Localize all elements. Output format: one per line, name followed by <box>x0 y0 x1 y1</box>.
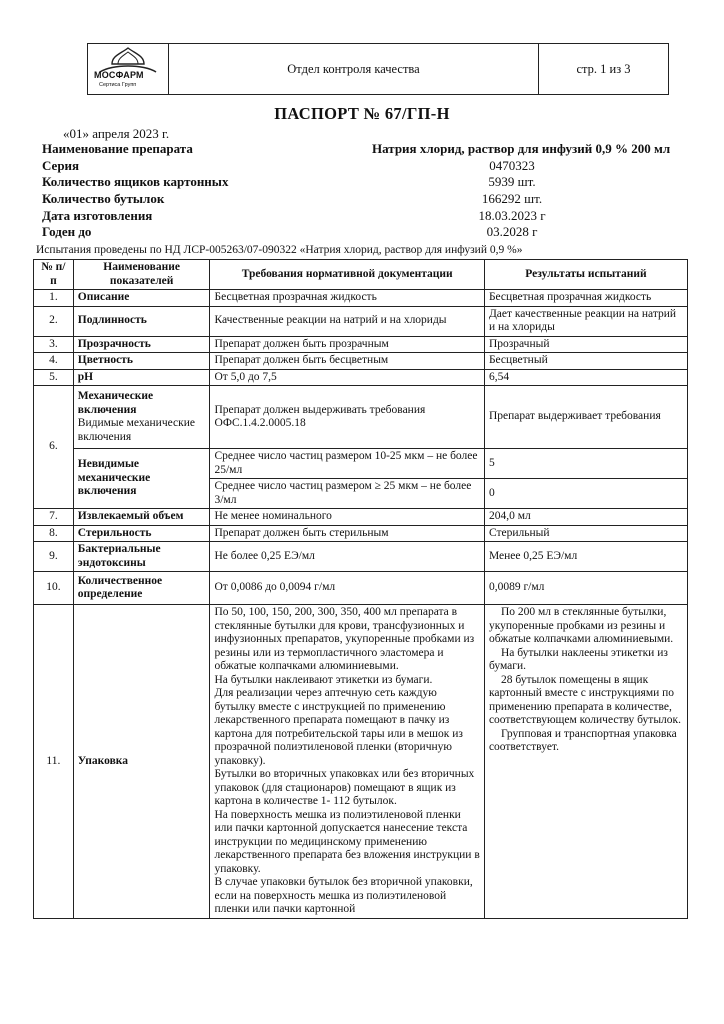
logo-text: МОСФАРМ <box>94 70 144 80</box>
indicator-name: Количественное определение <box>73 572 210 605</box>
indicator-subtitle: Невидимые механические включения <box>73 449 210 509</box>
column-header: Наименование показателей <box>73 260 210 290</box>
requirement: Препарат должен быть стерильным <box>210 525 484 542</box>
info-value: 18.03.2023 г <box>478 207 546 223</box>
info-row <box>42 207 682 224</box>
row-number: 1. <box>34 290 74 307</box>
result-paragraph: На бутылки наклеены этикетки из бумаги. <box>488 646 668 672</box>
column-header: Требования нормативной документации <box>210 260 484 290</box>
info-label: Серия <box>42 157 80 173</box>
requirement: Среднее число частиц размером ≥ 25 мкм – не более 3/мл <box>210 479 484 509</box>
table-row <box>34 542 688 572</box>
page-number: стр. 1 из 3 <box>576 61 631 76</box>
table-row <box>34 572 688 605</box>
requirement: Не более 0,25 ЕЭ/мл <box>210 542 484 572</box>
info-row <box>42 158 682 175</box>
indicator-name <box>73 386 210 449</box>
tests-note: Испытания проведены по НД ЛСР-005263/07-090322 «Натрия хлорид, раствор для инфузий 0,9 %» <box>36 244 523 256</box>
requirement: Препарат должен быть прозрачным <box>210 336 484 353</box>
result: Препарат выдерживает требования <box>484 386 687 449</box>
indicator-subtitle: Видимые механические включения <box>77 417 195 443</box>
result: 0,0089 г/мл <box>484 572 687 605</box>
info-label: Дата изготовления <box>42 207 153 223</box>
info-row <box>42 141 682 158</box>
table-row <box>34 386 688 449</box>
result: 0 <box>484 479 687 509</box>
indicator-name: Цветность <box>73 353 210 370</box>
column-header: Результаты испытаний <box>484 260 687 290</box>
document-header <box>87 43 669 95</box>
requirement-paragraph: В случае упаковки бутылок без вторичной упаковки, если на поверхность мешка из полиэтиленовой пленки или пачки картонной <box>214 876 473 915</box>
product-info <box>42 141 682 241</box>
row-number: 8. <box>34 525 74 542</box>
indicator-name: Бактериальные эндотоксины <box>73 542 210 572</box>
indicator-name: Упаковка <box>73 605 210 919</box>
requirement-paragraph: На поверхность мешка из полиэтиленовой пленки или пачки картонной допускается нанесение текста инструкции по медицинскому применению лекарственного препарата без вложения инструкции в упаковку. <box>214 808 480 875</box>
info-label: Количество бутылок <box>42 191 165 207</box>
logo-subtext: Сертиса Групп <box>99 82 137 88</box>
table-row <box>34 306 688 336</box>
table-header-row <box>34 260 688 290</box>
info-label: Наименование препарата <box>42 141 193 157</box>
result <box>484 605 687 919</box>
table-row <box>34 509 688 526</box>
column-header: № п/п <box>34 260 74 290</box>
table-row <box>34 336 688 353</box>
row-number: 9. <box>34 542 74 572</box>
result: 5 <box>484 449 687 479</box>
requirement: Бесцветная прозрачная жидкость <box>210 290 484 307</box>
row-number: 6. <box>34 386 74 509</box>
indicator-name: Стерильность <box>73 525 210 542</box>
info-row <box>42 174 682 191</box>
result-paragraph: 28 бутылок помещены в ящик картонный вместе с инструкциями по применению препарата в количестве, соответствующем количеству бутылок. <box>488 673 681 726</box>
requirement: Качественные реакции на натрий и на хлориды <box>210 306 484 336</box>
info-value: 5939 шт. <box>488 174 536 190</box>
info-label: Количество ящиков картонных <box>42 174 229 190</box>
requirement-paragraph: Для реализации через аптечную сеть каждую бутылку вместе с инструкцией по применению лекарственного препарата помещают в пачку из картона для потребительской тары или в мешок из прозрачной полиэтиленовой пленки (вторичную упаковку). <box>214 687 463 767</box>
requirement-paragraph: Бутылки во вторичных упаковках или без вторичных упаковок (для стационаров) помещают в ящик из картона в количестве 1- 112 бутылок. <box>214 768 475 807</box>
result: Бесцветная прозрачная жидкость <box>484 290 687 307</box>
test-results-table <box>33 259 688 919</box>
table-row <box>34 525 688 542</box>
table-row <box>34 290 688 307</box>
result-paragraph: По 200 мл в стеклянные бутылки, укупоренные пробками из резины и обжатые колпачками алюминиевыми. <box>488 606 674 645</box>
result: 6,54 <box>484 369 687 386</box>
result: Стерильный <box>484 525 687 542</box>
row-number: 10. <box>34 572 74 605</box>
row-number: 7. <box>34 509 74 526</box>
indicator-name: Прозрачность <box>73 336 210 353</box>
document-date: «01» апреля 2023 г. <box>63 126 170 141</box>
indicator-name: Описание <box>73 290 210 307</box>
result-paragraph: Групповая и транспортная упаковка соответствует. <box>488 727 677 753</box>
requirement: От 0,0086 до 0,0094 г/мл <box>210 572 484 605</box>
row-number: 11. <box>34 605 74 919</box>
info-value: 0470323 <box>489 157 535 173</box>
requirement: Среднее число частиц размером 10-25 мкм – не более 25/мл <box>210 449 484 479</box>
row-number: 5. <box>34 369 74 386</box>
row-number: 2. <box>34 306 74 336</box>
requirement: Не менее номинального <box>210 509 484 526</box>
department-name: Отдел контроля качества <box>169 44 539 94</box>
requirement: Препарат должен быть бесцветным <box>210 353 484 370</box>
row-number: 3. <box>34 336 74 353</box>
info-value: 166292 шт. <box>481 191 543 207</box>
requirement <box>210 605 484 919</box>
table-row <box>34 449 688 479</box>
info-row <box>42 224 682 241</box>
table-row <box>34 353 688 370</box>
indicator-name: Извлекаемый объем <box>73 509 210 526</box>
info-value: Натрия хлорид, раствор для инфузий 0,9 % 200 мл <box>372 141 671 157</box>
row-number: 4. <box>34 353 74 370</box>
indicator-name: pH <box>73 369 210 386</box>
result: Менее 0,25 ЕЭ/мл <box>484 542 687 572</box>
info-row <box>42 191 682 208</box>
indicator-name: Подлинность <box>73 306 210 336</box>
result: Бесцветный <box>484 353 687 370</box>
info-label: Годен до <box>42 224 92 240</box>
requirement: От 5,0 до 7,5 <box>210 369 484 386</box>
table-row <box>34 605 688 919</box>
result: Прозрачный <box>484 336 687 353</box>
requirement: Препарат должен выдерживать требования ОФС.1.4.2.0005.18 <box>210 386 484 449</box>
requirement-paragraph: На бутылки наклеивают этикетки из бумаги. <box>214 673 433 686</box>
company-logo <box>88 44 169 94</box>
result: 204,0 мл <box>484 509 687 526</box>
table-row <box>34 369 688 386</box>
info-value: 03.2028 г <box>486 224 538 240</box>
indicator-title: Механические включения <box>77 390 154 416</box>
document-title: ПАСПОРТ № 67/ГП-Н <box>274 104 450 123</box>
result: Дает качественные реакции на натрий и на хлориды <box>484 306 687 336</box>
requirement-paragraph: По 50, 100, 150, 200, 300, 350, 400 мл препарата в стеклянные бутылки для крови, трансфузионных и инфузионных препаратов, укупоренные пробками из резины или из термопластичного эластомера и обжатые колпачками алюминиевыми. <box>214 606 475 672</box>
